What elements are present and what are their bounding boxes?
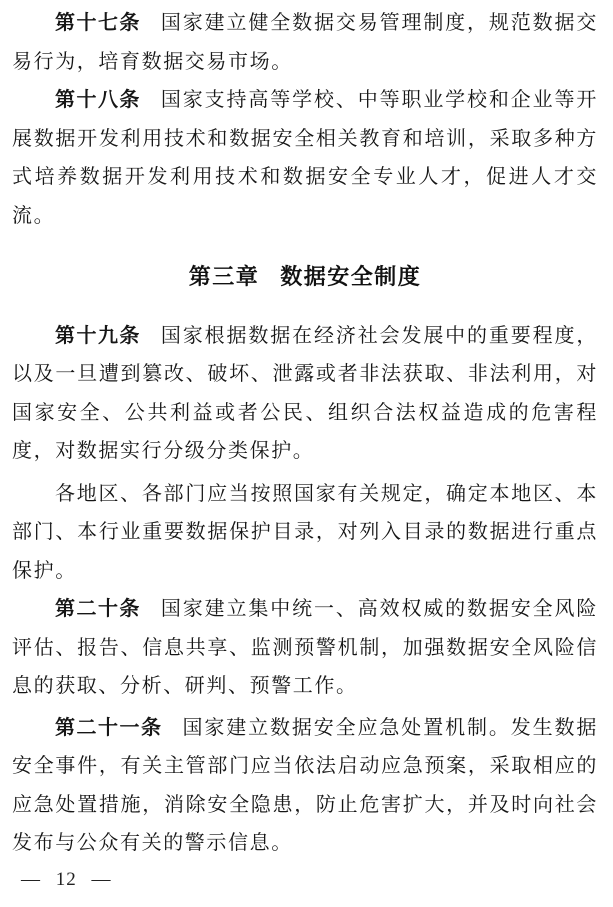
article-17-number: 第十七条 — [55, 12, 141, 34]
article-19-number: 第十九条 — [55, 324, 141, 347]
article-17-paragraph — [12, 4, 598, 81]
article-18-number: 第十八条 — [55, 89, 141, 111]
article-19-paragraph — [12, 317, 598, 471]
article-19-second-paragraph — [12, 475, 598, 591]
page-number: — 12 — — [21, 869, 112, 890]
article-19-second-text: 各地区、各部门应当按照国家有关规定，确定本地区、本部门、本行业重要数据保护目录，对列入目录的数据进行重点保护。 — [12, 482, 598, 582]
article-18-paragraph — [12, 81, 598, 235]
chapter-heading — [12, 258, 598, 297]
article-17-text: 国家建立健全数据交易管理制度，规范数据交易行为，培育数据交易市场。 — [12, 12, 599, 73]
article-20-paragraph — [12, 590, 598, 706]
chapter-title: 数据安全制度 — [280, 264, 422, 289]
article-20-text: 国家建立集中统一、高效权威的数据安全风险评估、报告、信息共享、监测预警机制，加强数据安全风险信息的获取、分析、研判、预警工作。 — [12, 598, 599, 697]
article-18-text: 国家支持高等学校、中等职业学校和企业等开展数据开发利用技术和数据安全相关教育和培训，采取多种方式培养数据开发利用技术和数据安全专业人才，促进人才交流。 — [12, 89, 599, 227]
article-19-text: 国家根据数据在经济社会发展中的重要程度，以及一旦遭到篡改、破坏、泄露或者非法获取、非法利用，对国家安全、公共利益或者公民、组织合法权益造成的危害程度，对数据实行分级分类保护。 — [12, 324, 599, 462]
article-20-number: 第二十条 — [55, 598, 141, 620]
chapter-number: 第三章 — [188, 264, 260, 289]
article-21-paragraph — [12, 709, 598, 863]
article-21-number: 第二十一条 — [55, 716, 163, 739]
article-21-text: 国家建立数据安全应急处置机制。发生数据安全事件，有关主管部门应当依法启动应急预案，采取相应的应急处置措施，消除安全隐患，防止危害扩大，并及时向社会发布与公众有关的警示信息。 — [12, 716, 598, 854]
